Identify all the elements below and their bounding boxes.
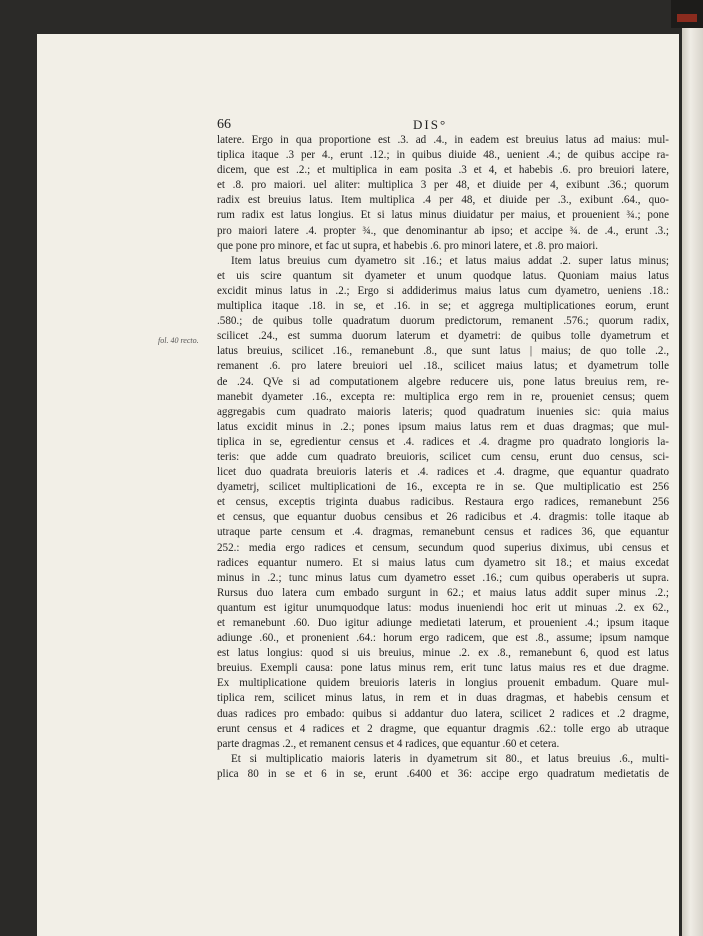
text-line: et uis scire quantum sit dyameter et unum quodque latus. Quoniam maius latus: [217, 269, 669, 282]
text-line: et .8. pro maiori. uel aliter: multiplica 3 per 48, et diuide per 4, exibunt .36.; quorum: [217, 179, 669, 192]
running-head: DIS°: [413, 117, 448, 132]
text-line: .580.; de quibus tolle quadratum duorum predictorum, remanent .576.; quorum radix,: [217, 315, 669, 328]
text-line: multiplica itaque .18. in se, et .16. in se; et aggrega multiplicationes eorum, erunt: [217, 300, 669, 313]
text-line: aggregabis cum quadrato maioris lateris; quod quadratum inuenies sic: quia maius: [217, 405, 669, 418]
text-line: de .24. QVe si ad computationem algebre reducere uis, pone latus breuius rem, re-: [217, 375, 669, 388]
text-line: scilicet .24., est summa duorum laterum et dyametri: de quibus tolle dyametrum et: [217, 330, 669, 343]
text-line: breuius. Exempli causa: pone latus minus rem, erit tunc latus maius res et due dragme.: [217, 662, 669, 675]
text-line: Rursus duo latera cum embado surgunt in 62.; et maius latus addit super minus .2.;: [217, 586, 669, 599]
text-line: 252.: media ergo radices et censum, secundum quod superius diximus, ubi census et: [217, 541, 669, 554]
text-line: tiplica rem, scilicet minus latus, in rem et in duas dragmas, et habebis censum et: [217, 692, 669, 705]
text-line: dyametrj, scilicet multiplicationi de 16., excepta re in se. Que multiplicatio est 256: [217, 481, 669, 494]
text-line: plica 80 in se et 6 in se, erunt .6400 et 36: accipe ergo quadratum medietatis de: [217, 767, 669, 780]
text-line: latere. Ergo in qua proportione est .3. ad .4., in eadem est breuius latus ad maius: mul-: [217, 134, 669, 146]
text-line: latus excidit minus in .2.; pones ipsum maius latus rem et duas dragmas; que mul-: [217, 420, 669, 433]
text-line: est latus longius: quod si uis breuius, minue .2. ex .8., remanebunt 6, quod est latus: [217, 647, 669, 660]
next-page-edge: [682, 28, 703, 936]
text-line: pro maiori latere .4. propter ¾., que denominantur ab ipso; et accipe ¾. de .4., erunt .3.;: [217, 224, 669, 237]
text-line: latus breuius, scilicet .16., remanebunt .8., que sunt latus | maius; de quo tolle .2.,: [217, 345, 669, 358]
text-line: tiplica itaque .3 per 4., erunt .12.; in quibus diuide 48., uenient .4.; de quibus accipe ra-: [217, 149, 669, 162]
text-line: et census, que equantur duobus censibus et 26 radicibus et .4. dragmis: tolle itaque ab: [217, 511, 669, 524]
text-line: erunt census et 4 radices et 2 dragme, que equantur dragmis .62.: tolle ergo ab utraque: [217, 722, 669, 735]
text-line: tiplica in se, egredientur census et .4. radices et .4. dragme pro quadrato longioris la-: [217, 435, 669, 448]
text-line: Et si multiplicatio maioris lateris in dyametrum sit 80., et latus breuius .6., multi-: [231, 752, 669, 765]
text-line: teris: que adde cum quadrato breuioris, scilicet cum censu, erunt duo census, sci-: [217, 450, 669, 463]
text-line: adiunge .60., et pronenient .64.: horum ergo radicem, que est .8., assume; ipsum namque: [217, 632, 669, 645]
text-line: remanent .6. pro latere breuiori uel .18., scilicet maius latus; et dyametrum tolle: [217, 360, 669, 373]
text-line: Ex multiplicatione quidem breuioris lateris in longius prouenit embadum. Quare mul-: [217, 677, 669, 690]
text-line: quantum est igitur unumquodque latus: modus inueniendi hoc erit ut minuas .2. ex 62.,: [217, 601, 669, 614]
text-line: radix est breuius latus. Item multiplica .4 per 48, et diuide per .3., exibunt .64., quo-: [217, 194, 669, 207]
page-number: 66: [217, 117, 231, 132]
text-line: duas radices pro embado: quibus si addantur duo latera, scilicet 2 radices et .2 dragme,: [217, 707, 669, 720]
text-line: dicem, que est .2.; et multiplica in eam posita .3 et 4, et habebis .6. pro breuiori latere,: [217, 164, 669, 177]
text-line: et remanebunt .60. Duo igitur adiunge medietati laterum, et prouenient .4.; ipsum itaque: [217, 617, 669, 629]
text-line: manebit dyameter .16., excepta re: multiplica ergo rem in re, proueniet census; quem: [217, 390, 669, 403]
text-line: et census, exceptis triginta duabus radicibus. Restaura ergo radices, remanebunt 256: [217, 496, 669, 509]
text-line: licet duo quadrata breuioris lateris et .4. radices et .4. dragme, que equantur quadrato: [217, 466, 669, 479]
bookmark-tab: [677, 14, 697, 22]
text-line: excidit minus latus in .2.; Ergo si addiderimus maius latus cum dyametro, ueniens .18.:: [217, 284, 669, 297]
text-line: parte dragmas .2., et remanent census et 4 radices, que equantur .60 et cetera.: [217, 737, 560, 750]
margin-note: fol. 40 recto.: [158, 336, 199, 345]
text-line: minus in .2.; tunc minus latus cum dyametro esset .16.; cum quibus operaberis ut supra.: [217, 571, 669, 584]
text-line: utraque parte censum et .4. dragmas, remanebunt census et radices 36, que equantur: [217, 526, 669, 539]
page-header: [217, 117, 669, 133]
text-line: Item latus breuius cum dyametro sit .16.; et latus maius addat .2. super latus minus;: [231, 254, 669, 267]
body-text: [217, 133, 669, 782]
text-line: rum radix est latus longius. Et si latus minus diuidatur per maius, et prouenient ¾.; pone: [217, 209, 669, 222]
text-line: que pone pro minore, et fac ut supra, et habebis .6. pro minori latere, et .8. pro maiori.: [217, 239, 599, 252]
text-line: radices equantur numero. Et si maius latus cum dyametro sit 18.; et maius excedat: [217, 556, 669, 569]
